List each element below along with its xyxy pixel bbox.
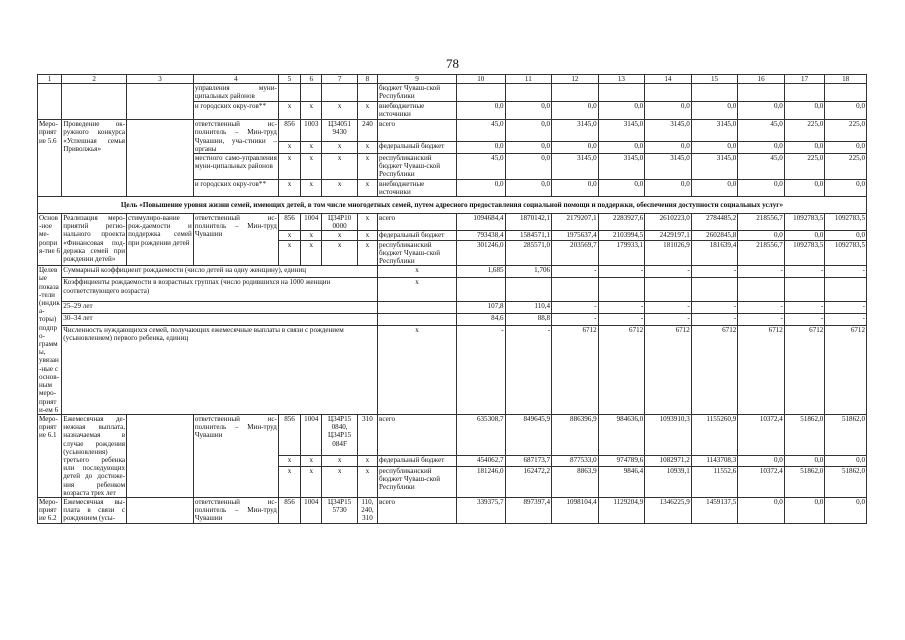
value-cell: 225,0 <box>825 154 867 180</box>
value-cell: 0,0 <box>598 179 645 196</box>
value-cell: 3145,0 <box>645 154 692 180</box>
indicator-value: - <box>738 313 785 325</box>
value-cell: 1092783,5 <box>784 240 824 266</box>
code-cell: x <box>357 240 377 266</box>
page-number: 78 <box>446 56 459 71</box>
indicator-mark: x <box>378 266 457 278</box>
value-cell: 0,0 <box>505 102 552 120</box>
value-cell: 0,0 <box>598 142 645 154</box>
source-cell: всего <box>378 497 457 523</box>
table-row <box>38 278 867 301</box>
code-cell: x <box>301 455 322 466</box>
code-cell: x <box>322 154 357 180</box>
table-row <box>38 84 867 102</box>
value-cell: 1584571,1 <box>505 231 552 240</box>
value-cell: 2610223,0 <box>645 214 692 231</box>
code-cell: x <box>278 102 300 120</box>
value-cell: 0,0 <box>825 102 867 120</box>
indicator-value: 6712 <box>691 325 738 414</box>
value-cell: 10939,1 <box>645 466 692 497</box>
value-cell: 0,0 <box>784 142 824 154</box>
code-cell: 110, 240, 310 <box>357 497 377 523</box>
code-cell: 310 <box>357 414 377 455</box>
column-header: 9 <box>378 75 457 84</box>
value-cell: 886396,9 <box>552 414 599 455</box>
source-cell: внебюджетные источники <box>378 179 457 196</box>
value-cell: 454062,7 <box>456 455 505 466</box>
value-cell: 0,0 <box>505 120 552 142</box>
code-cell: x <box>278 240 300 266</box>
code-cell: x <box>301 240 322 266</box>
code-cell: x <box>301 154 322 180</box>
value-cell: 0,0 <box>825 231 867 240</box>
code-cell: 1004 <box>301 214 322 231</box>
value-cell: 0,0 <box>645 142 692 154</box>
goal-heading: Цель «Повышение уровня жизни семей, имеющих детей, в том числе многодетных семей, путем адресного предоставления социальной помощи и поддержки, обеспечения доступности социальных услуг» <box>38 197 867 214</box>
value-cell: 0,0 <box>552 179 599 196</box>
value-cell: 974789,6 <box>598 455 645 466</box>
indicator-value: - <box>645 301 692 313</box>
indicator-value: - <box>456 325 505 414</box>
indicator-value: - <box>784 301 824 313</box>
indicator-value: - <box>738 301 785 313</box>
executor-cell: управления муни-ципальных районов <box>194 84 277 101</box>
value-cell: 51862,0 <box>784 466 824 497</box>
empty-cell <box>62 84 127 120</box>
value-cell: 51862,0 <box>825 414 867 455</box>
table-row <box>38 301 867 313</box>
indicator-name: Коэффициенты рождаемости в возрастных группах (число родившихся на 1000 женщин соответствующего возраста) <box>62 278 378 301</box>
value-cell: 11552,6 <box>691 466 738 497</box>
empty-cell <box>278 84 300 102</box>
table-row <box>38 214 867 231</box>
indicators-label: Целевые показа-тели (индика-торы) подпро-граммы, увязан-ные с основ-ным меро-прияти-ем 6 <box>39 266 60 414</box>
value-cell: 0,0 <box>738 179 785 196</box>
value-cell: 285571,0 <box>505 240 552 266</box>
source-cell: республиканский бюджет Чуваш-ской Республики <box>378 154 457 180</box>
executor-cell: и городских окру-гов** <box>193 179 278 196</box>
code-cell: x <box>278 154 300 180</box>
value-cell: 8863,9 <box>552 466 599 497</box>
column-header: 6 <box>301 75 322 84</box>
table-row <box>38 313 867 325</box>
code-cell: x <box>301 142 322 154</box>
indicator-value: 1,706 <box>505 266 552 278</box>
value-cell: 0,0 <box>784 455 824 466</box>
value-cell: 1094684,4 <box>456 214 505 231</box>
column-header: 2 <box>62 75 127 84</box>
source-cell: федеральный бюджет <box>378 455 457 466</box>
code-cell: Ц34Р15 0840, Ц34Р15 084F <box>322 414 357 455</box>
value-cell: 3145,0 <box>645 120 692 142</box>
indicator-value <box>738 278 785 301</box>
value-cell: 849645,9 <box>505 414 552 455</box>
code-cell: x <box>278 231 300 240</box>
value-cell: 0,0 <box>691 142 738 154</box>
value-cell: 0,0 <box>691 102 738 120</box>
value-cell: 1092783,5 <box>784 214 824 231</box>
indicator-value: - <box>598 301 645 313</box>
indicator-value: - <box>691 301 738 313</box>
indicator-value <box>784 278 824 301</box>
value-cell: 225,0 <box>825 120 867 142</box>
indicator-value: - <box>598 266 645 278</box>
indicator-value <box>691 278 738 301</box>
indicator-name: Суммарный коэффициент рождаемости (число детей на одну женщину), единиц <box>62 266 378 278</box>
value-cell: 2283927,6 <box>598 214 645 231</box>
column-header: 3 <box>127 75 194 84</box>
value-cell: 9846,4 <box>598 466 645 497</box>
indicator-value: - <box>691 266 738 278</box>
value-cell: 0,0 <box>825 179 867 196</box>
value-cell: 225,0 <box>784 120 824 142</box>
code-cell: x <box>301 466 322 497</box>
value-cell: 225,0 <box>784 154 824 180</box>
value-cell: 793438,4 <box>456 231 505 240</box>
code-cell: x <box>357 214 377 231</box>
value-cell: 0,0 <box>738 102 785 120</box>
code-cell: x <box>301 231 322 240</box>
indicator-value: 6712 <box>784 325 824 414</box>
value-cell: 51862,0 <box>784 414 824 455</box>
value-cell: 339375,7 <box>456 497 505 523</box>
code-cell: x <box>322 231 357 240</box>
value-cell: 181246,0 <box>456 466 505 497</box>
table-row <box>38 75 867 84</box>
empty-cell <box>127 414 194 497</box>
measure-name: Ежемесячная вы-плата в связи с рождением (усы- <box>63 497 126 523</box>
code-cell: x <box>301 179 322 196</box>
table-row <box>38 120 867 142</box>
budget-table <box>37 74 867 524</box>
value-cell: 0,0 <box>645 102 692 120</box>
code-cell: 856 <box>278 120 300 142</box>
value-cell: 0,0 <box>598 102 645 120</box>
value-cell: 0,0 <box>456 179 505 196</box>
code-cell: x <box>357 142 377 154</box>
value-cell: 0,0 <box>825 455 867 466</box>
code-cell: x <box>301 102 322 120</box>
value-cell: 179933,1 <box>598 240 645 266</box>
indicator-value: 107,8 <box>456 301 505 313</box>
value-cell: 3145,0 <box>552 120 599 142</box>
indicator-name: Численность нуждающихся семей, получающих ежемесячные выплаты в связи с рождением (усыновлением) первого ребенка, единиц <box>62 325 378 414</box>
code-cell: Ц34051 9430 <box>322 120 357 142</box>
value-cell: 2429197,1 <box>645 231 692 240</box>
code-cell: x <box>357 466 377 497</box>
code-cell: 240 <box>357 120 377 142</box>
value-cell: 877533,0 <box>552 455 599 466</box>
value-cell: 0,0 <box>456 102 505 120</box>
value-cell: 0,0 <box>505 154 552 180</box>
measure-label: Меро-приятие 6.2 <box>38 497 62 523</box>
code-cell: x <box>278 142 300 154</box>
indicator-value: - <box>552 266 599 278</box>
empty-cell <box>357 84 377 102</box>
executor-cell: ответственный ис-полнитель – Мин-труд Чувашии <box>194 497 277 523</box>
value-cell: 0,0 <box>784 231 824 240</box>
column-header: 10 <box>456 75 505 84</box>
column-header: 13 <box>598 75 645 84</box>
empty-cell <box>127 120 194 197</box>
value-cell: 0,0 <box>505 142 552 154</box>
empty-cell <box>127 497 194 523</box>
indicator-value: - <box>825 313 867 325</box>
indicator-value <box>598 278 645 301</box>
measure-label: Основ-ное ме-роприя-тие 6 <box>38 214 62 266</box>
measure-label: Меро-приятие 6.1 <box>38 414 62 497</box>
code-cell: x <box>322 240 357 266</box>
measure-name: Проведение ок-ружного конкурса «Успешная семья Приволжья» <box>62 120 127 197</box>
indicator-value: 84,6 <box>456 313 505 325</box>
code-cell: x <box>278 466 300 497</box>
indicator-value: - <box>691 313 738 325</box>
column-header: 11 <box>505 75 552 84</box>
column-header: 1 <box>38 75 62 84</box>
indicator-value <box>645 278 692 301</box>
code-cell: 856 <box>278 414 300 455</box>
table-row <box>38 325 867 414</box>
source-cell: всего <box>378 214 457 231</box>
executor-cell: местного само-управления муни-ципальных районов <box>193 154 278 180</box>
source-cell: всего <box>378 414 457 455</box>
executor-cell: и городских окру-гов** <box>193 102 278 120</box>
indicator-value: 6712 <box>645 325 692 414</box>
column-header: 14 <box>645 75 692 84</box>
empty-cell <box>645 84 692 102</box>
value-cell: 0,0 <box>738 497 785 523</box>
code-cell: x <box>322 179 357 196</box>
value-cell: 3145,0 <box>552 154 599 180</box>
indicator-value: 6712 <box>552 325 599 414</box>
value-cell: 1975637,4 <box>552 231 599 240</box>
source-cell: всего <box>378 120 457 142</box>
indicator-value: 1,685 <box>456 266 505 278</box>
value-cell: 3145,0 <box>598 120 645 142</box>
value-cell: 301246,0 <box>456 240 505 266</box>
value-cell: 1155260,9 <box>691 414 738 455</box>
measure-name: Реализация меро-приятий регио-нального проекта «Финансовая под-держка семей при рождении детей» <box>62 214 127 266</box>
value-cell: 51862,0 <box>825 466 867 497</box>
value-cell: 0,0 <box>552 102 599 120</box>
value-cell: 0,0 <box>784 497 824 523</box>
indicator-mark: x <box>378 278 457 301</box>
code-cell: x <box>357 154 377 180</box>
goal-cell: стимулиро-вание рож-даемости и поддержка семей при рождении детей <box>127 214 194 266</box>
column-header: 15 <box>691 75 738 84</box>
table-row <box>38 197 867 214</box>
table-row <box>38 414 867 455</box>
value-cell: 1082971,2 <box>645 455 692 466</box>
column-header: 18 <box>825 75 867 84</box>
column-header: 8 <box>357 75 377 84</box>
value-cell: 2602845,8 <box>691 231 738 240</box>
indicator-value: 110,4 <box>505 301 552 313</box>
executor-cell: ответственный ис-полнитель – Мин-труд Чувашии <box>193 414 278 497</box>
empty-cell <box>38 84 62 120</box>
value-cell: 203569,7 <box>552 240 599 266</box>
empty-cell <box>505 84 552 102</box>
value-cell: 3145,0 <box>691 154 738 180</box>
indicator-value: 88,8 <box>505 313 552 325</box>
value-cell: 1870142,1 <box>505 214 552 231</box>
column-header: 17 <box>784 75 824 84</box>
value-cell: 1346225,9 <box>645 497 692 523</box>
code-cell: x <box>322 142 357 154</box>
indicator-value: - <box>825 301 867 313</box>
value-cell: 0,0 <box>784 102 824 120</box>
code-cell: x <box>322 455 357 466</box>
executor-cell: ответственный ис-полнитель – Мин-труд Чувашии, уча-стники – органы <box>194 120 277 153</box>
value-cell: 0,0 <box>645 179 692 196</box>
indicator-value: - <box>825 266 867 278</box>
indicator-mark <box>378 313 457 325</box>
source-cell: республиканский бюджет Чуваш-ской Республики <box>378 466 457 497</box>
indicator-value: - <box>645 266 692 278</box>
executor-cell: ответственный ис-полнитель – Мин-труд Чувашии <box>193 214 278 266</box>
value-cell: 181639,4 <box>691 240 738 266</box>
empty-cell <box>127 84 194 120</box>
indicator-value: 6712 <box>825 325 867 414</box>
indicator-mark: x <box>378 325 457 414</box>
value-cell: 1098104,4 <box>552 497 599 523</box>
empty-cell <box>322 84 357 102</box>
code-cell: x <box>357 231 377 240</box>
empty-cell <box>784 84 824 102</box>
indicator-name: 25–29 лет <box>62 301 378 313</box>
empty-cell <box>552 84 599 102</box>
column-header: 12 <box>552 75 599 84</box>
value-cell: 1459137,5 <box>691 497 738 523</box>
value-cell: 0,0 <box>505 179 552 196</box>
measure-name: Ежемесячная де-нежная выплата, назначаемая в случае рождения (усыновления) третьего ребенка или последующих детей до достиже-ния ребенком возраста трех лет <box>63 414 126 497</box>
source-cell: бюджет Чуваш-ской Республики <box>378 84 457 102</box>
code-cell: 856 <box>278 497 300 523</box>
value-cell: 218556,7 <box>738 240 785 266</box>
code-cell: 1004 <box>301 414 322 455</box>
empty-cell <box>738 84 785 102</box>
value-cell: 0,0 <box>825 497 867 523</box>
table-row <box>38 497 867 523</box>
empty-cell <box>825 84 867 102</box>
indicator-value <box>505 278 552 301</box>
indicator-value: - <box>738 266 785 278</box>
code-cell: x <box>357 455 377 466</box>
value-cell: 687173,7 <box>505 455 552 466</box>
value-cell: 0,0 <box>738 142 785 154</box>
value-cell: 2103994,5 <box>598 231 645 240</box>
indicator-value <box>825 278 867 301</box>
indicator-value: - <box>784 266 824 278</box>
code-cell: x <box>278 455 300 466</box>
column-header: 4 <box>193 75 278 84</box>
indicator-value: - <box>645 313 692 325</box>
table-row <box>38 266 867 278</box>
indicator-value <box>552 278 599 301</box>
empty-cell <box>598 84 645 102</box>
value-cell: 0,0 <box>738 231 785 240</box>
indicator-value: 6712 <box>598 325 645 414</box>
value-cell: 635308,7 <box>456 414 505 455</box>
indicator-value: - <box>505 325 552 414</box>
value-cell: 45,0 <box>738 154 785 180</box>
code-cell: x <box>322 466 357 497</box>
indicator-value: - <box>552 301 599 313</box>
code-cell: x <box>322 102 357 120</box>
column-header: 16 <box>738 75 785 84</box>
value-cell: 3145,0 <box>598 154 645 180</box>
value-cell: 45,0 <box>738 120 785 142</box>
value-cell: 10372,4 <box>738 466 785 497</box>
code-cell: x <box>278 179 300 196</box>
source-cell: федеральный бюджет <box>378 142 457 154</box>
value-cell: 0,0 <box>784 179 824 196</box>
indicator-value: 6712 <box>738 325 785 414</box>
source-cell: республиканский бюджет Чуваш-ской Республики <box>378 240 457 266</box>
code-cell: 856 <box>278 214 300 231</box>
value-cell: 0,0 <box>456 142 505 154</box>
code-cell: x <box>357 102 377 120</box>
value-cell: 1143708,3 <box>691 455 738 466</box>
value-cell: 181026,9 <box>645 240 692 266</box>
value-cell: 1092783,5 <box>825 240 867 266</box>
source-cell: внебюджетные источники <box>378 102 457 120</box>
value-cell: 1092783,5 <box>825 214 867 231</box>
value-cell: 0,0 <box>825 142 867 154</box>
value-cell: 1129204,9 <box>598 497 645 523</box>
column-header: 5 <box>278 75 300 84</box>
empty-cell <box>301 84 322 102</box>
value-cell: 897397,4 <box>505 497 552 523</box>
value-cell: 1093910,3 <box>645 414 692 455</box>
value-cell: 0,0 <box>738 455 785 466</box>
value-cell: 984636,0 <box>598 414 645 455</box>
indicator-value: - <box>552 313 599 325</box>
value-cell: 45,0 <box>456 120 505 142</box>
indicator-name: 30–34 лет <box>62 313 378 325</box>
empty-cell <box>691 84 738 102</box>
indicator-mark <box>378 301 457 313</box>
column-header: 7 <box>322 75 357 84</box>
indicator-value <box>456 278 505 301</box>
empty-cell <box>456 84 505 102</box>
value-cell: 45,0 <box>456 154 505 180</box>
value-cell: 3145,0 <box>691 120 738 142</box>
code-cell: Ц34Р10 0000 <box>322 214 357 231</box>
code-cell: 1004 <box>301 497 322 523</box>
measure-label: Меро-приятие 5.6 <box>38 120 62 197</box>
value-cell: 2179207,1 <box>552 214 599 231</box>
value-cell: 2784485,2 <box>691 214 738 231</box>
indicator-value: - <box>784 313 824 325</box>
code-cell: Ц34Р15 5730 <box>322 497 357 523</box>
value-cell: 0,0 <box>552 142 599 154</box>
code-cell: 1003 <box>301 120 322 142</box>
value-cell: 10372,4 <box>738 414 785 455</box>
value-cell: 0,0 <box>691 179 738 196</box>
value-cell: 162472,2 <box>505 466 552 497</box>
source-cell: федеральный бюджет <box>378 231 457 240</box>
indicator-value: - <box>598 313 645 325</box>
code-cell: x <box>357 179 377 196</box>
value-cell: 218556,7 <box>738 214 785 231</box>
